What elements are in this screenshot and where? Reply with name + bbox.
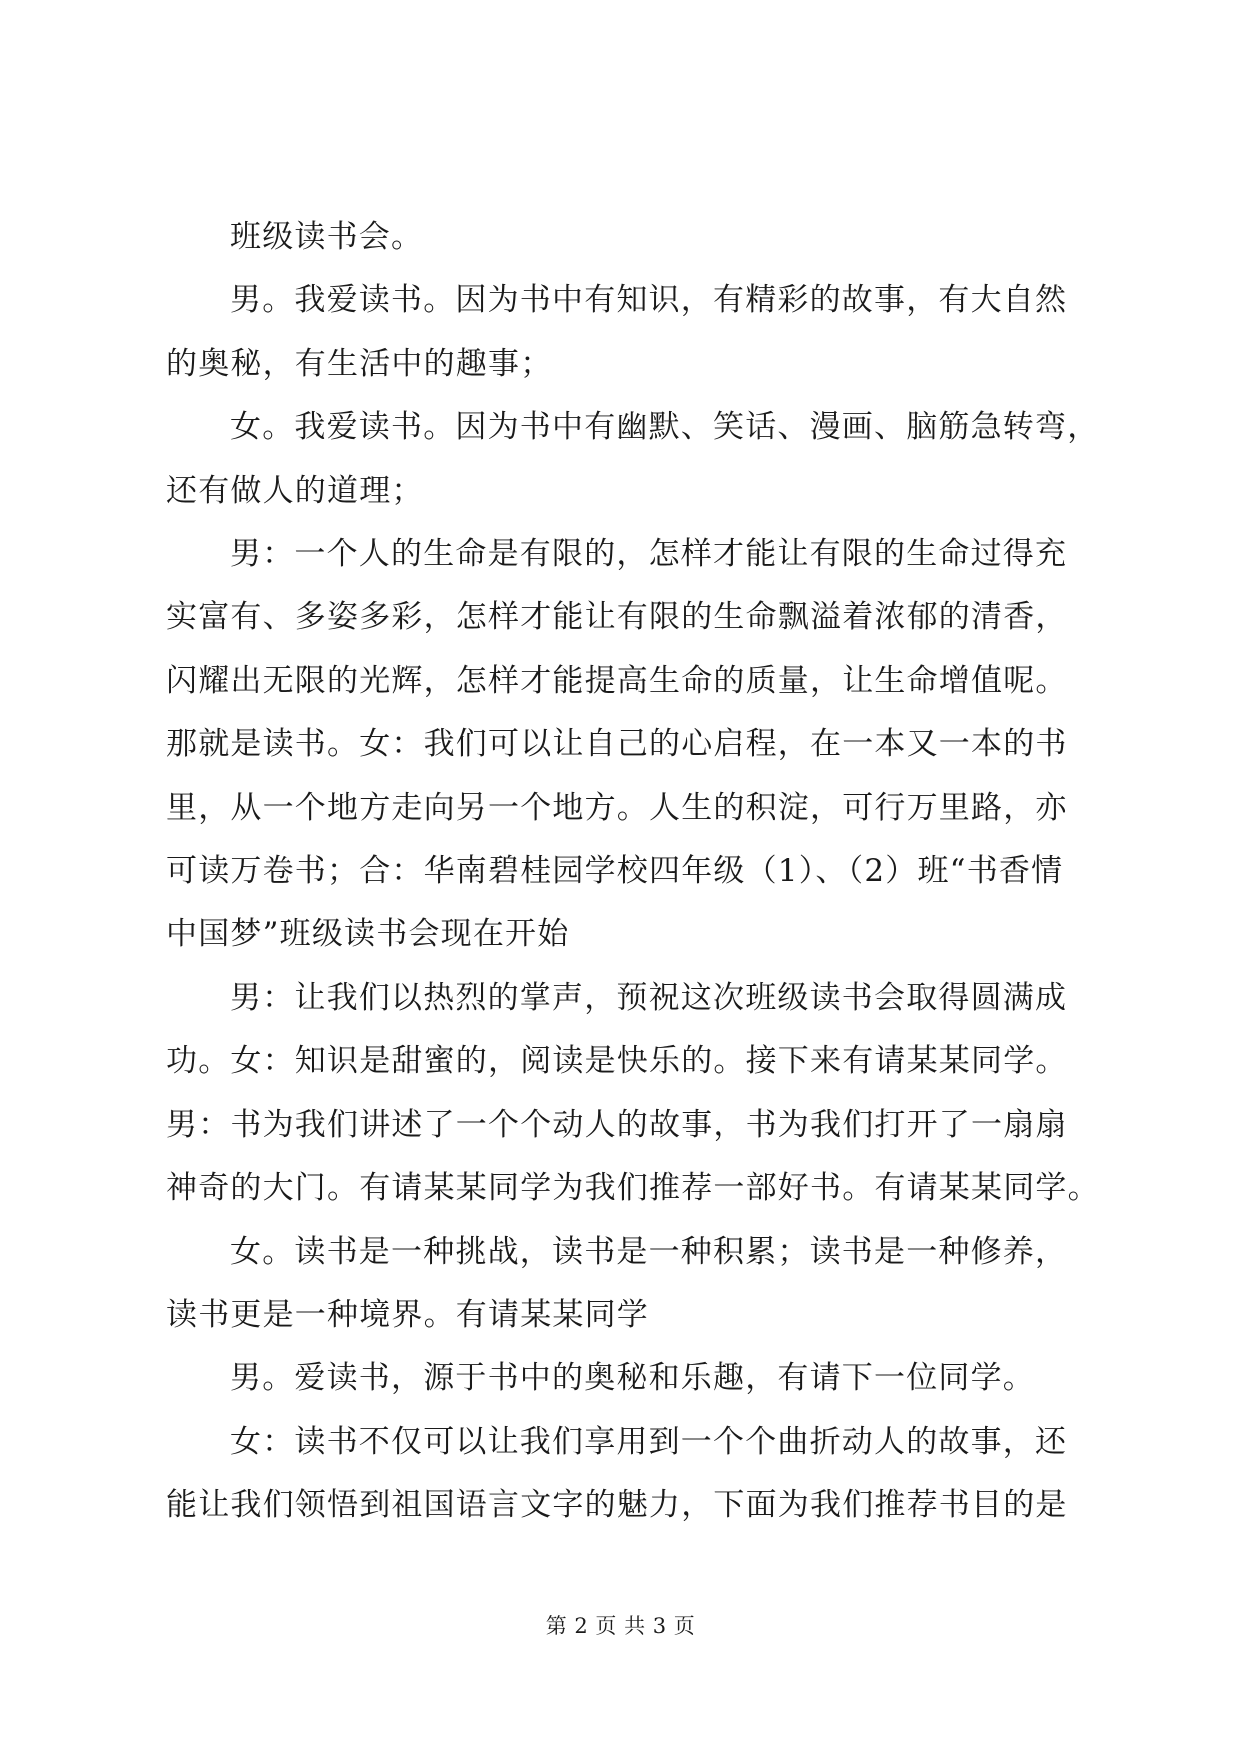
paragraph [166, 1411, 1076, 1538]
paragraph [166, 523, 1076, 967]
text-line: 那就是读书。女：我们可以让自己的心启程，在一本又一本的书 [166, 726, 1068, 763]
text-line: 可读万卷书；合：华南碧桂园学校四年级（1）、（2）班“书香情 [166, 853, 1064, 890]
text-line: 中国梦”班级读书会现在开始 [166, 916, 570, 953]
text-line: 的奥秘，有生活中的趣事； [166, 345, 553, 382]
paragraph [166, 269, 1076, 396]
text-line: 女：读书不仅可以让我们享用到一个个曲折动人的故事，还 [230, 1423, 1068, 1460]
paragraph [166, 1347, 1076, 1410]
text-line: 男：书为我们讲述了一个个动人的故事，书为我们打开了一扇扇 [166, 1106, 1068, 1143]
text-line: 男：一个人的生命是有限的，怎样才能让有限的生命过得充 [230, 536, 1068, 573]
paragraph [166, 396, 1100, 523]
text-line: 班级读书会。 [230, 219, 424, 255]
text-line: 功。女：知识是甜蜜的，阅读是快乐的。接下来有请某某同学。 [166, 1043, 1068, 1080]
paragraph [166, 206, 1076, 269]
paragraph [166, 1221, 1076, 1348]
text-line: 读书更是一种境界。有请某某同学 [166, 1296, 649, 1333]
text-line: 神奇的大门。有请某某同学为我们推荐一部好书。有请某某同学。 [166, 1170, 1100, 1207]
document-body [166, 206, 1100, 1538]
text-line: 女。读书是一种挑战，读书是一种积累；读书是一种修养， [230, 1233, 1068, 1270]
paragraph [166, 967, 1100, 1221]
text-line: 实富有、多姿多彩，怎样才能让有限的生命飘溢着浓郁的清香， [166, 599, 1068, 636]
page-footer [0, 1612, 1241, 1640]
text-line: 男：让我们以热烈的掌声，预祝这次班级读书会取得圆满成 [230, 979, 1068, 1016]
text-line: 女。我爱读书。因为书中有幽默、笑话、漫画、脑筋急转弯， [230, 409, 1100, 446]
text-line: 能让我们领悟到祖国语言文字的魅力，下面为我们推荐书目的是 [166, 1487, 1068, 1524]
text-line: 男。我爱读书。因为书中有知识，有精彩的故事，有大自然 [230, 282, 1068, 319]
text-line: 还有做人的道理； [166, 472, 424, 509]
text-line: 男。爱读书，源于书中的奥秘和乐趣，有请下一位同学。 [230, 1360, 1035, 1397]
text-line: 里，从一个地方走向另一个地方。人生的积淀，可行万里路，亦 [166, 789, 1068, 826]
page-number: 第 2 页 共 3 页 [545, 1614, 696, 1638]
text-line: 闪耀出无限的光辉，怎样才能提高生命的质量，让生命增值呢。 [166, 662, 1068, 699]
